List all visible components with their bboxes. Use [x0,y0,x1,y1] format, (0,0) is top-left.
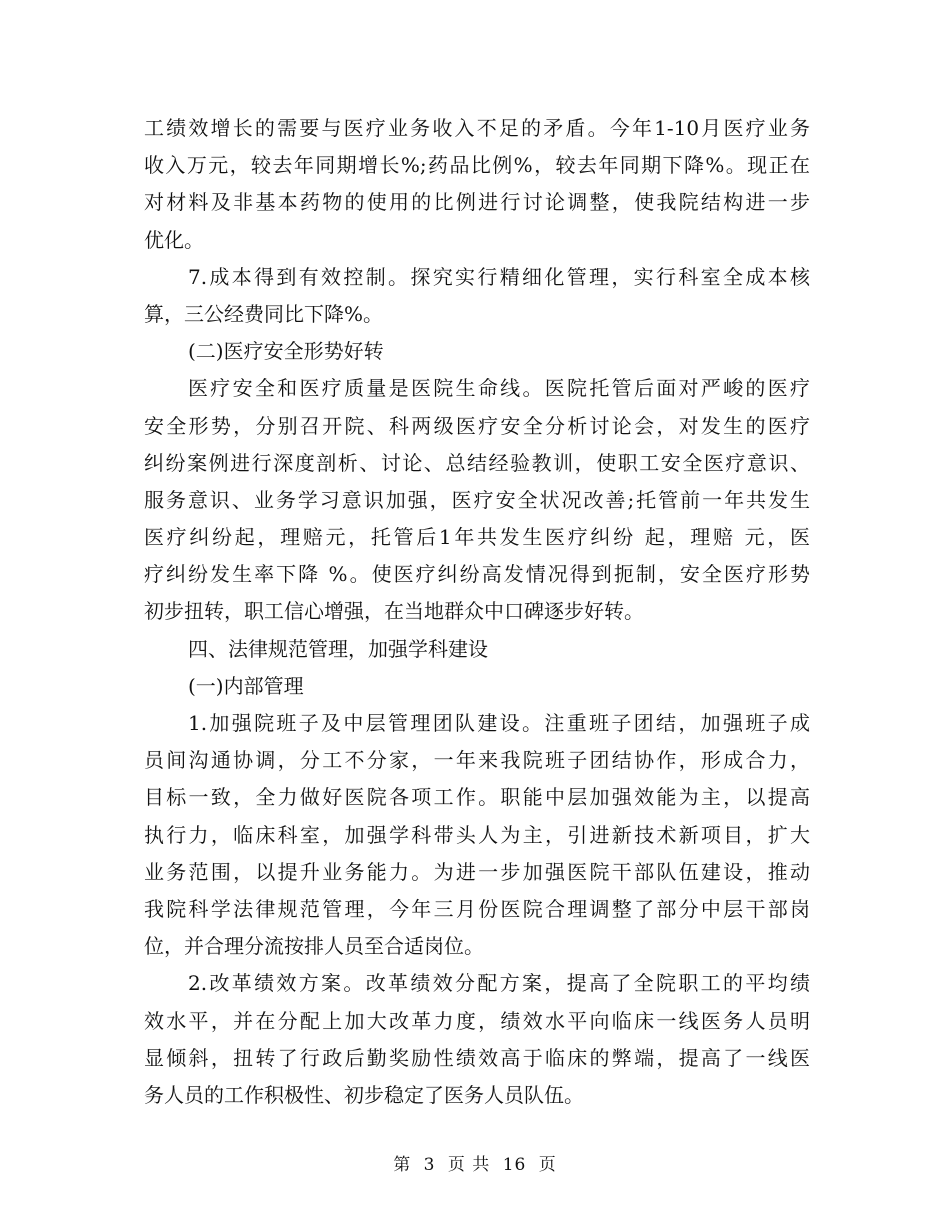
text-line: 目标一致，全力做好医院各项工作。职能中层加强效能为主，以提高 [144,785,810,810]
text-line: 安全形势，分别召开院、科两级医疗安全分析讨论会，对发生的医疗 [144,413,810,438]
text-line: 初步扭转，职工信心增强，在当地群众中口碑逐步好转。 [144,599,644,624]
text-line: 对材料及非基本药物的使用的比例进行讨论调整，使我院结构进一步 [144,190,810,215]
text-line: 位，并合理分流按排人员至合适岗位。 [144,934,484,959]
text-line: 业务范围，以提升业务能力。为进一步加强医院干部队伍建设，推动 [144,859,810,884]
paragraph-start-line: 7.成本得到有效控制。探究实行精细化管理，实行科室全成本核 [188,264,810,289]
paragraph-start-line: 医疗安全和医疗质量是医院生命线。医院托管后面对严峻的医疗 [188,376,810,401]
footer-current-page: 3 [423,1155,436,1175]
text-line: 优化。 [144,227,204,252]
text-line: 工绩效增长的需要与医疗业务收入不足的矛盾。今年1-10月医疗业务 [144,116,810,140]
text-line: 效水平，并在分配上加大改革力度，绩效水平向临床一线医务人员明 [144,1008,810,1033]
section-heading: (二)医疗安全形势好转 [188,339,384,364]
page-footer [0,1150,950,1175]
text-line: 疗纠纷发生率下降 %。使医疗纠纷高发情况得到扼制，安全医疗形势 [144,562,810,587]
section-heading: 四、法律规范管理，加强学科建设 [188,636,488,661]
document-body [144,110,810,1114]
text-line: 执行力，临床科室，加强学科带头人为主，引进新技术新项目，扩大 [144,822,810,847]
footer-prefix: 第 [393,1155,412,1175]
text-line: 员间沟通协调，分工不分家，一年来我院班子团结协作，形成合力， [144,748,810,773]
text-line: 服务意识、业务学习意识加强，医疗安全状况改善;托管前一年共发生 [144,487,810,512]
paragraph-start-line: 1.加强院班子及中层管理团队建设。注重班子团结，加强班子成 [188,711,810,735]
paragraph-start-line: 2.改革绩效方案。改革绩效分配方案，提高了全院职工的平均绩 [188,971,810,996]
section-heading: (一)内部管理 [188,673,304,698]
text-line: 收入万元，较去年同期增长%;药品比例%，较去年同期下降%。现正在 [144,153,810,178]
text-line: 医疗纠纷起，理赔元，托管后1年共发生医疗纠纷 起，理赔 元，医 [144,525,810,550]
text-line: 我院科学法律规范管理，今年三月份医院合理调整了部分中层干部岗 [144,896,810,921]
footer-middle: 页 共 [447,1155,491,1175]
text-line: 显倾斜，扭转了行政后勤奖励性绩效高于临床的弊端，提高了一线医 [144,1045,810,1070]
text-line: 算，三公经费同比下降%。 [144,301,384,326]
footer-total-pages: 16 [502,1155,527,1175]
footer-suffix: 页 [538,1155,557,1175]
text-line: 纠纷案例进行深度剖析、讨论、总结经验教训，使职工安全医疗意识、 [144,450,810,475]
text-line: 务人员的工作积极性、初步稳定了医务人员队伍。 [144,1082,584,1107]
